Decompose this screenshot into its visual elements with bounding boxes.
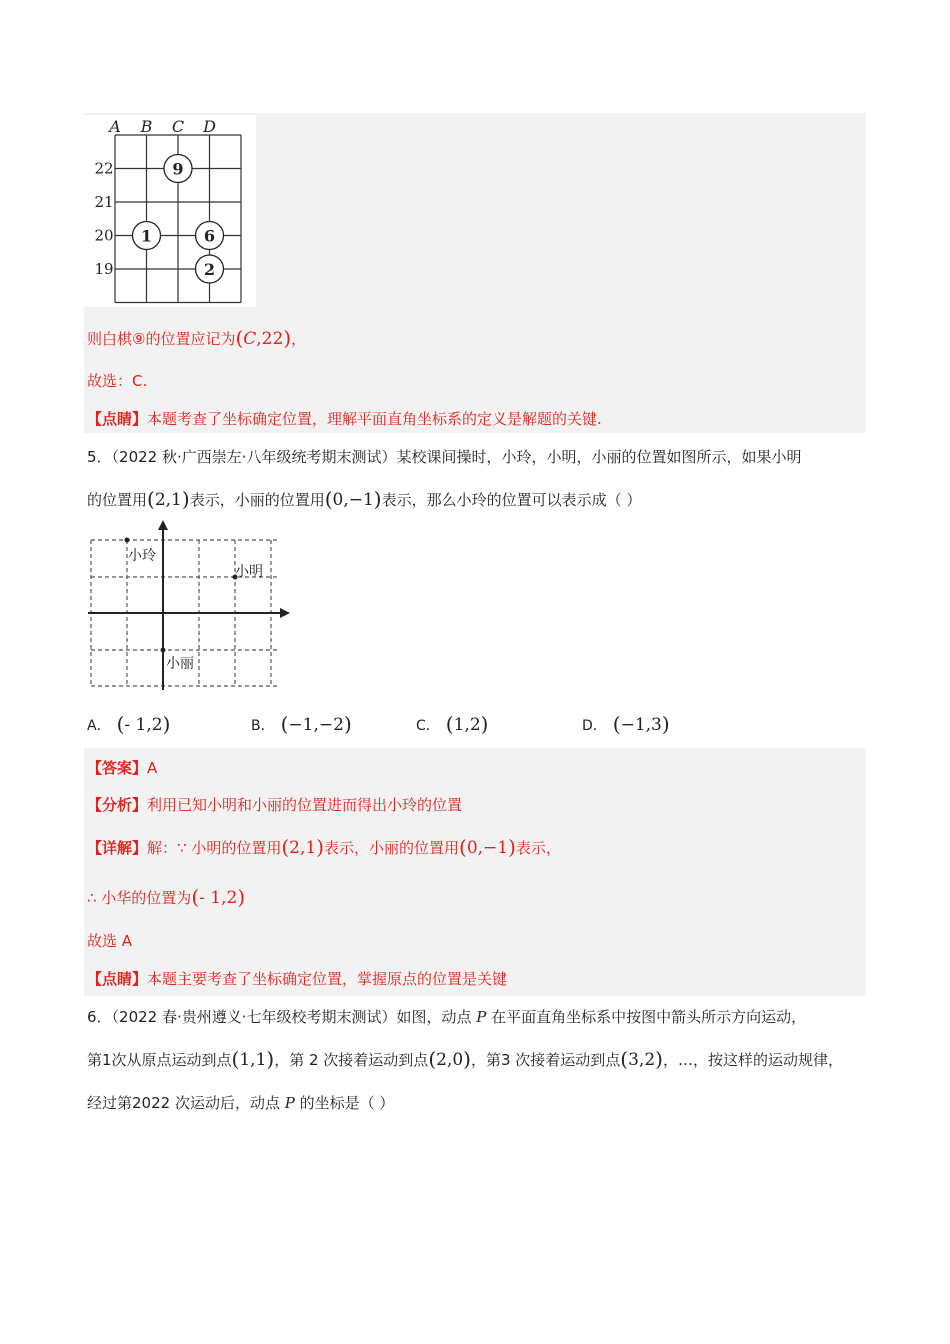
question-6-line-2 — [87, 1048, 843, 1071]
comment-text: 本题考查了坐标确定位置，理解平面直角坐标系的定义是解题的关键. — [147, 410, 602, 428]
therefore-text: ∴ 小华的位置为 — [87, 889, 192, 907]
q5-text-c: 表示，那么小玲的位置可以表示成（ ） — [381, 491, 642, 509]
comment-tag: 【点睛】 — [87, 970, 148, 988]
option-c-value: (1,2) — [445, 712, 489, 736]
conclusion-text: 则白棋⑨的位置应记为 — [87, 330, 236, 348]
q6-line2-c: ，第3 次接着运动到点 — [470, 1051, 621, 1069]
solution-5-therefore — [87, 886, 245, 909]
question-6-line-1 — [87, 1006, 806, 1028]
stone-label-2: 2 — [203, 260, 216, 279]
q6-point-p-2: P — [284, 1094, 295, 1112]
xiaoling-point — [125, 538, 130, 543]
solution-4-comment — [87, 408, 602, 430]
q6-coord-3: (3,2) — [620, 1047, 663, 1071]
row-label-22: 22 — [94, 159, 114, 178]
comment-tag: 【点睛】 — [87, 410, 148, 428]
detail-tag: 【详解】 — [87, 839, 148, 857]
q6-line3-b: 的坐标是（ ） — [294, 1094, 395, 1112]
q6-coord-1: (1,1) — [231, 1047, 275, 1071]
option-c[interactable] — [416, 712, 488, 738]
solution-4-conclusion — [87, 327, 306, 350]
question-5-line-2 — [87, 488, 641, 511]
question-5-line-1: 5．（2022 秋·广西崇左·八年级统考期末测试）某校课间操时，小玲，小明，小丽的位置如图所示，如果小明 — [87, 448, 802, 466]
analysis-tag: 【分析】 — [87, 796, 148, 814]
xiaoling-label: 小玲 — [128, 548, 156, 564]
detail-coord-xiaoming: (2,1) — [281, 835, 324, 859]
detail-text-b: 表示，小丽的位置用 — [324, 839, 460, 857]
q6-text-a: 6．（2022 春·贵州遵义·七年级校考期末测试）如图，动点 — [87, 1008, 477, 1026]
option-b-label: B． — [251, 718, 275, 734]
xiaoming-label: 小明 — [235, 564, 263, 580]
row-label-19: 19 — [94, 260, 114, 278]
solution-5-detail — [87, 836, 561, 859]
answer-tag: 【答案】 — [87, 759, 148, 777]
q5-text-b: 表示，小丽的位置用 — [189, 491, 325, 509]
question-6-line-3 — [87, 1092, 394, 1114]
detail-text-c: 表示， — [515, 839, 561, 857]
column-label-B: B — [140, 117, 153, 136]
q5-text-a: 的位置用 — [87, 491, 148, 509]
analysis-text: 利用已知小明和小丽的位置进而得出小玲的位置 — [147, 796, 463, 814]
position-grid-figure — [84, 518, 294, 694]
stone-label-1: 1 — [140, 226, 153, 246]
comment-text: 本题主要考查了坐标确定位置，掌握原点的位置是关键 — [147, 970, 508, 988]
option-b-value: (−1,−2) — [280, 712, 352, 736]
answer-text: A — [147, 759, 158, 777]
stone-label-6: 6 — [203, 226, 216, 246]
stone-label-9: 9 — [172, 159, 184, 179]
option-b[interactable] — [251, 712, 352, 738]
row-label-21: 21 — [94, 193, 114, 211]
q6-line2-b: ，第 2 次接着运动到点 — [274, 1051, 429, 1069]
column-label-A: A — [109, 117, 121, 136]
detail-coord-xiaoli: (0,−1) — [459, 835, 516, 859]
solution-4-choice: 故选：C. — [87, 372, 148, 390]
q5-coord-xiaoming: (2,1) — [147, 487, 190, 511]
xiaoli-point — [161, 648, 166, 653]
solution-5-background — [84, 748, 866, 996]
detail-text-a: 解：∵ 小明的位置用 — [147, 839, 282, 857]
option-d-value: (−1,3) — [612, 712, 670, 736]
column-label-D: D — [203, 117, 216, 136]
column-label-C: C — [171, 117, 185, 136]
option-a-value: (- 1,2) — [116, 712, 171, 736]
option-d[interactable] — [582, 712, 670, 738]
q6-line3-a: 经过第2022 次运动后，动点 — [87, 1094, 285, 1112]
q6-coord-2: (2,0) — [428, 1047, 471, 1071]
therefore-coord: (- 1,2) — [191, 885, 246, 909]
option-d-label: D． — [582, 718, 607, 734]
q6-point-p: P — [476, 1008, 487, 1026]
option-a-label: A． — [87, 718, 111, 734]
option-a[interactable] — [87, 712, 170, 738]
solution-5-answer — [87, 757, 157, 779]
q6-line2-d: ，…，按这样的运动规律， — [662, 1051, 843, 1069]
solution-5-analysis — [87, 794, 462, 816]
solution-5-comment — [87, 968, 507, 990]
q5-coord-xiaoli: (0,−1) — [324, 487, 382, 511]
q6-line2-a: 第1次从原点运动到点 — [87, 1051, 232, 1069]
row-label-20: 20 — [94, 226, 114, 245]
go-board-figure — [84, 115, 256, 307]
solution-5-choice: 故选 A — [87, 932, 133, 950]
q6-text-b: 在平面直角坐标系中按图中箭头所示方向运动， — [486, 1008, 807, 1026]
option-c-label: C． — [416, 718, 440, 734]
conclusion-suffix: ， — [291, 330, 307, 348]
conclusion-coordinate: (C,22) — [235, 326, 292, 350]
xiaoli-label: 小丽 — [166, 656, 194, 672]
